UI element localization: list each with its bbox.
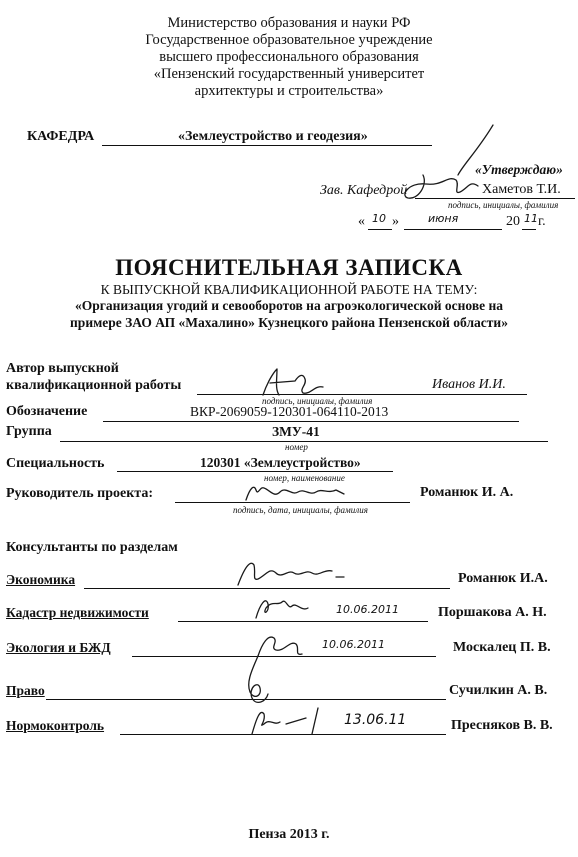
head-label: Зав. Кафедрой — [320, 183, 408, 198]
author-sign-hint: подпись, инициалы, фамилия — [262, 396, 373, 406]
consultant-section-cadastre: Кадастр недвижимости — [6, 605, 149, 620]
date-month: июня — [428, 212, 459, 225]
date-year-suffix: 11 — [524, 212, 538, 225]
date-day: 10 — [372, 212, 386, 225]
city-year: Пенза 2013 г. — [248, 827, 330, 842]
approval-title: «Утверждаю» — [475, 162, 563, 177]
specialty-value: 120301 «Землеустройство» — [200, 455, 361, 470]
head-name: Хаметов Т.И. — [482, 182, 561, 197]
group-hint: номер — [285, 442, 308, 452]
institution-line-1: Государственное образовательное учреждение — [145, 32, 433, 48]
author-label-1: Автор выпускной — [6, 361, 119, 376]
normcontrol-signature-icon — [246, 700, 346, 740]
topic-line-2: примере ЗАО АП «Махалино» Кузнецкого района Пензенской области» — [70, 315, 508, 330]
consultant-section-normcontrol: Нормоконтроль — [6, 718, 105, 733]
department-value: «Землеустройство и геодезия» — [178, 129, 368, 144]
date-year-prefix: 20 — [506, 214, 520, 229]
consultant-date-normcontrol: 13.06.11 — [344, 712, 407, 728]
consultant-name-law: Сучилкин А. В. — [449, 683, 548, 698]
university-line-2: архитектуры и строительства» — [194, 83, 384, 99]
consultant-name-economics: Романюк И.А. — [458, 571, 548, 586]
consultant-name-ecology: Москалец П. В. — [453, 640, 551, 655]
head-sign-hint: подпись, инициалы, фамилия — [448, 200, 559, 210]
document-subtitle: К ВЫПУСКНОЙ КВАЛИФИКАЦИОННОЙ РАБОТЕ НА ТЕМУ: — [100, 282, 478, 297]
specialty-hint: номер, наименование — [264, 473, 345, 483]
university-line-1: «Пензенский государственный университет — [153, 66, 425, 82]
department-label: КАФЕДРА — [27, 129, 95, 144]
supervisor-label: Руководитель проекта: — [6, 486, 153, 501]
consultant-section-ecology: Экология и БЖД — [6, 640, 111, 655]
date-close-quote: » — [392, 214, 399, 229]
group-label: Группа — [6, 424, 52, 439]
specialty-label: Специальность — [6, 456, 105, 471]
consultant-name-cadastre: Поршакова А. Н. — [438, 605, 547, 620]
consultant-section-law: Право — [6, 683, 45, 698]
designation-label: Обозначение — [6, 404, 88, 419]
author-label-2: квалификационной работы — [6, 378, 182, 393]
designation-value: ВКР-2069059-120301-064110-2013 — [190, 404, 389, 419]
consultant-date-cadastre: 10.06.2011 — [336, 603, 399, 616]
author-name: Иванов И.И. — [432, 377, 506, 392]
cadastre-signature-icon — [248, 592, 328, 624]
consultants-heading: Консультанты по разделам — [6, 540, 178, 555]
group-value: ЗМУ-41 — [272, 424, 320, 439]
date-g: г. — [538, 214, 546, 229]
head-signature-icon — [398, 120, 548, 215]
author-signature-icon — [255, 365, 335, 403]
supervisor-name: Романюк И. А. — [420, 485, 514, 500]
consultant-section-economics: Экономика — [6, 572, 76, 587]
ministry-line: Министерство образования и науки РФ — [167, 15, 411, 31]
consultant-date-ecology: 10.06.2011 — [322, 638, 385, 651]
date-open-quote: « — [358, 214, 365, 229]
topic-line-1: «Организация угодий и севооборотов на агроэкологической основе на — [74, 298, 504, 313]
supervisor-signature-icon — [240, 480, 350, 508]
document-title: ПОЯСНИТЕЛЬНАЯ ЗАПИСКА — [115, 255, 463, 280]
institution-line-2: высшего профессионального образования — [159, 49, 419, 65]
consultant-name-normcontrol: Пресняков В. В. — [451, 718, 553, 733]
economics-signature-icon — [232, 555, 352, 591]
supervisor-sign-hint: подпись, дата, инициалы, фамилия — [233, 505, 368, 515]
